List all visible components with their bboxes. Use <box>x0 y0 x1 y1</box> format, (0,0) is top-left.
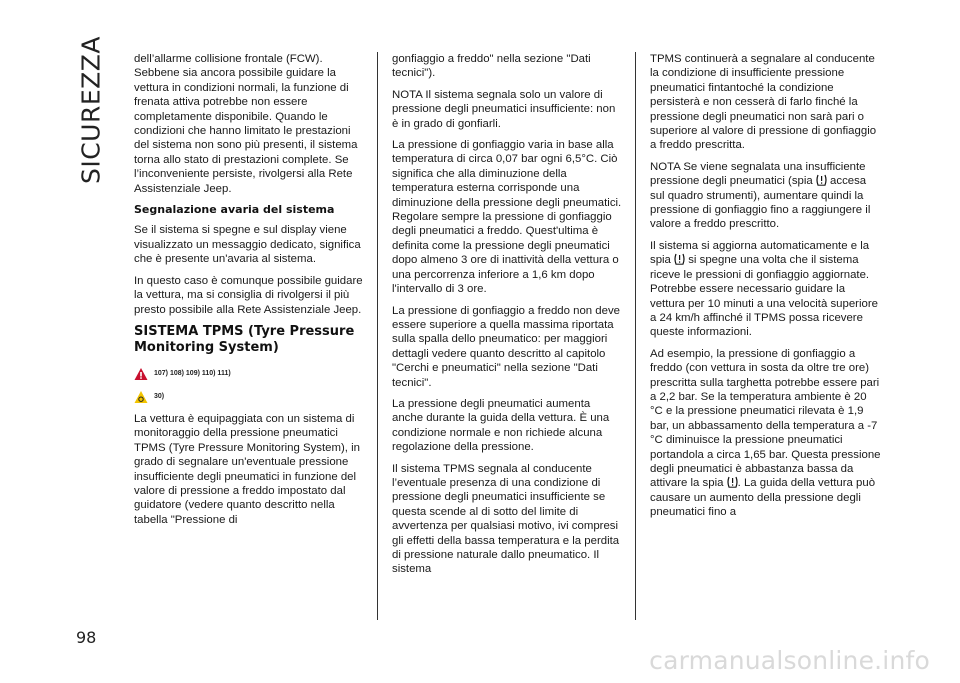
column-divider <box>377 52 378 620</box>
text-span: Ad esempio, la pressione di gonfiaggio a freddo (con vettura in sosta da oltre tre ore) prescritta sulla targhetta potrebbe essere pari a 2,2 bar. Se la temperatura ambiente è 20 °C e la pressione pneumatici rilevata è 1,9 bar, un abbassamento della temperatura a -7 °C diminuisce la pressione pneumatici portandola a circa 1,65 bar. Questa pressione degli pneumatici è abbastanza bassa da attivare la spia <box>650 347 881 490</box>
paragraph: In questo caso è comunque possibile guidare la vettura, ma si consiglia di rivolgersi il più presto possibile alla Rete Assistenziale Jeep. <box>134 274 363 316</box>
text-column-3 <box>650 52 882 527</box>
text-span: NOTA Se viene segnalata una insufficiente pressione degli pneumatici (spia <box>650 160 866 188</box>
caution-refs-row <box>134 389 366 405</box>
caution-references: 30) <box>154 392 165 400</box>
section-title <box>76 35 106 185</box>
text-span: si spegne una volta che il sistema riceve le pressioni di gonfiaggio aggiornate. Potrebbe essere necessario guidare la vettura per 10 minuti a una velocità superiore a 24 km/h affinché il TPMS possa ricevere queste informazioni. <box>650 254 878 339</box>
watermark[interactable]: carmanualsonline.info <box>649 646 930 675</box>
paragraph: dell’allarme collisione frontale (FCW). Sebbene sia ancora possibile guidare la vettura in condizioni normali, la funzione di frenata attiva potrebbe non essere completamente disponibile. Quando le condizioni che hanno limitato le prestazioni del sistema non sono più presenti, il sistema torna allo stato di prestazioni complete. Se l’inconveniente persiste, rivolgersi alla Rete Assistenziale Jeep. <box>134 53 358 195</box>
text-span: Il sistema si aggiorna automaticamente e la spia <box>650 239 870 267</box>
page-number: 98 <box>76 628 97 647</box>
paragraph <box>650 160 882 232</box>
warning-refs-row <box>134 366 366 382</box>
text-column-1 <box>134 52 366 534</box>
text-span: . La guida della vettura può causare un aumento della pressione degli pneumatici fino a <box>650 477 876 519</box>
caution-triangle-icon <box>134 390 148 404</box>
tpms-warning-lamp-icon <box>727 476 738 488</box>
paragraph: NOTA Il sistema segnala solo un valore di pressione degli pneumatici insufficiente: non è in grado di gonfiarli. <box>392 88 616 130</box>
text-column-2 <box>392 52 624 584</box>
paragraph: Se il sistema si spegne e sul display viene visualizzato un messaggio dedicato, significa che è presente un'avaria al sistema. <box>134 224 361 266</box>
column-divider <box>635 52 636 620</box>
warning-triangle-icon <box>134 367 148 381</box>
paragraph: La pressione degli pneumatici aumenta anche durante la guida della vettura. È una condizione normale e non richiede alcuna regolazione della pressione. <box>392 397 610 454</box>
section-heading-tpms: SISTEMA TPMS (Tyre Pressure Monitoring System) <box>134 323 355 355</box>
warning-references: 107) 108) 109) 110) 111) <box>154 369 231 377</box>
paragraph: La pressione di gonfiaggio varia in base alla temperatura di circa 0,07 bar ogni 6,5°C. Ciò significa che alla diminuzione della temperatura esterna corrisponde una diminuzione della pressione degli pneumatici. Regolare sempre la pressione di gonfiaggio degli pneumatici a freddo. Quest'ultima è definita come la pressione degli pneumatici dopo almeno 3 ore di inattività della vettura o una percorrenza inferiore a 1,6 km dopo l'intervallo di 3 ore. <box>392 139 622 296</box>
paragraph <box>650 347 882 520</box>
paragraph: La vettura è equipaggiata con un sistema di monitoraggio della pressione pneumatici TPMS (Tyre Pressure Monitoring System), in grado di segnalare un'eventuale pressione insufficiente degli pneumatici in funzione del valore di pressione a freddo impostato dal guidatore (vedere quanto descritto nella tabella "Pressione di <box>134 412 360 526</box>
tpms-warning-lamp-icon <box>816 174 827 186</box>
paragraph: Il sistema TPMS segnala al conducente l’eventuale presenza di una condizione di pressione degli pneumatici insufficiente se questa scende al di sotto del limite di avvertenza per qualsiasi motivo, ivi compresi gli effetti della bassa temperatura e la perdita di pressione naturale dallo pneumatico. Il sistema <box>392 462 620 576</box>
paragraph: La pressione di gonfiaggio a freddo non deve essere superiore a quella massima riportata sulla spalla dello pneumatico: per maggiori dettagli vedere quanto descritto al capitolo "Cerchi e pneumatici" nella sezione "Dati tecnici". <box>392 304 620 389</box>
section-title-text: SICUREZZA <box>76 35 106 185</box>
tpms-warning-lamp-icon <box>674 253 685 265</box>
paragraph: gonfiaggio a freddo" nella sezione "Dati tecnici"). <box>392 53 591 80</box>
paragraph <box>650 239 882 340</box>
text-span: accesa sul quadro strumenti), aumentare quindi la pressione di gonfiaggio fino a raggiungere il valore a freddo prescritto. <box>650 175 871 231</box>
paragraph: TPMS continuerà a segnalare al conducente la condizione di insufficiente pressione pneumatici fintantoché la condizione persisterà e non cesserà di farlo finché la pressione degli pneumatici non sarà pari o superiore al valore di pressione di gonfiaggio a freddo prescritta. <box>650 53 877 152</box>
subheading-system-fault: Segnalazione avaria del sistema <box>134 203 335 217</box>
